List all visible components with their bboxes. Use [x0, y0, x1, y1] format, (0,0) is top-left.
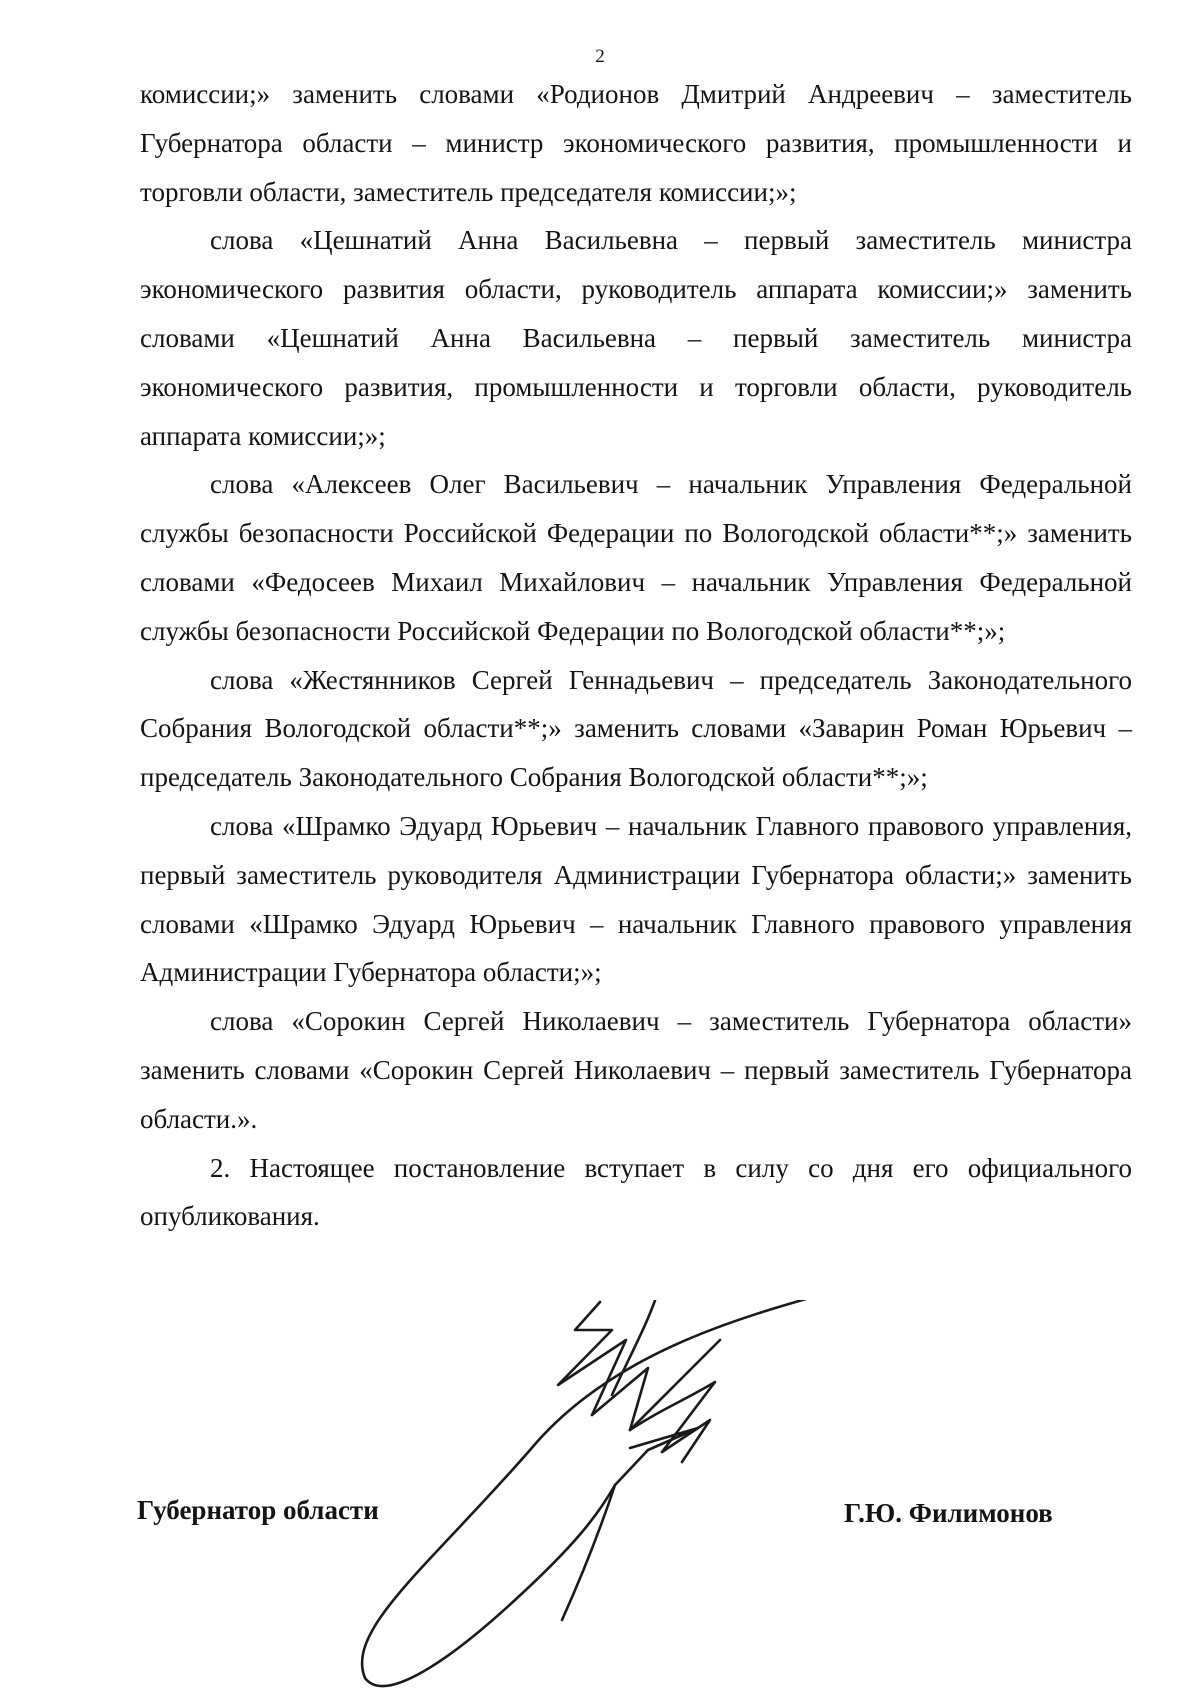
paragraph-tseshnatiy: слова «Цешнатий Анна Васильевна – первый заместитель министра экономического развития области, руководитель аппарата комиссии;» заменить словами «Цешнатий Анна Васильевна – первый заместитель министра экономического развития, промышленности и торговли области, руководитель аппарата комиссии;»; [140, 225, 1132, 451]
document-body [140, 70, 1132, 1241]
paragraph-effective-date: 2. Настоящее постановление вступает в силу со дня его официального опубликования. [140, 1152, 1132, 1232]
signatory-title: Губернатор области [137, 1495, 379, 1525]
paragraph-shramko: слова «Шрамко Эдуард Юрьевич – начальник Главного правового управления, первый заместитель руководителя Администрации Губернатора области;» заменить словами «Шрамко Эдуард Юрьевич – начальник Главного правового управления Администрации Губернатора области;»; [140, 810, 1132, 988]
paragraph-fedoseev: слова «Алексеев Олег Васильевич – начальник Управления Федеральной службы безопасности Российской Федерации по Вологодской области**;» заменить словами «Федосеев Михаил Михайлович – начальник Управления Федеральной службы безопасности Российской Федерации по Вологодской области**;»; [140, 469, 1132, 646]
paragraph-sorokin: слова «Сорокин Сергей Николаевич – заместитель Губернатора области» заменить словами «Сорокин Сергей Николаевич – первый заместитель Губернатора области.». [140, 1006, 1132, 1134]
paragraph-rodionov: комиссии;» заменить словами «Родионов Дмитрий Андреевич – заместитель Губернатора области – министр экономического развития, промышленности и торговли области, заместитель председателя комиссии;»; [140, 79, 1132, 207]
signatory-name: Г.Ю. Филимонов [844, 1498, 1053, 1528]
page-number: 2 [595, 46, 605, 67]
handwritten-signature [330, 1300, 970, 1699]
paragraph-zavarin: слова «Жестянников Сергей Геннадьевич – председатель Законодательного Собрания Вологодской области**;» заменить словами «Заварин Роман Юрьевич – председатель Законодательного Собрания Вологодской области**;»; [140, 664, 1132, 793]
